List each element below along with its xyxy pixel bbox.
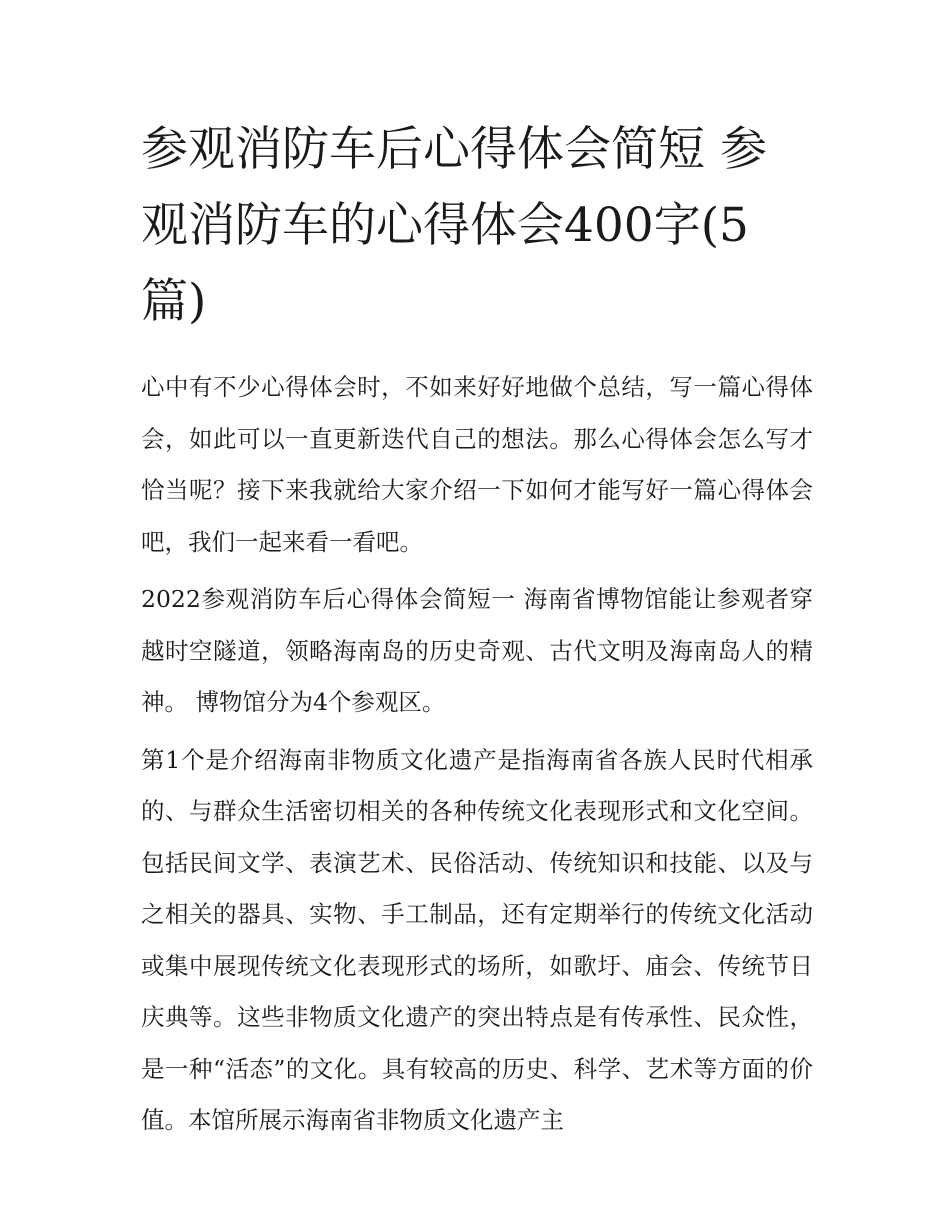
document-title: 参观消防车后心得体会简短 参观消防车的心得体会400字(5篇)	[141, 122, 767, 329]
heritage-paragraph: 第1个是介绍海南非物质文化遗产是指海南省各族人民时代相承的、与群众生活密切相关的各种传统文化表现形式和文化空间。包括民间文学、表演艺术、民俗活动、传统知识和技能、以及与之相关的器具、实物、手工制品，还有定期举行的传统文化活动或集中展现传统文化表现形式的场所，如歌圩、庙会、传统节日庆典等。这些非物质文化遗产的突出特点是有传承性、民众性，是一种“活态”的文化。具有较高的历史、科学、艺术等方面的价值。本馆所展示海南省非物质文化遗产主	[141, 745, 813, 1134]
document-paragraphs	[141, 362, 813, 1147]
museum-paragraph: 2022参观消防车后心得体会简短一 海南省博物馆能让参观者穿越时空隧道，领略海南岛的历史奇观、古代文明及海南岛人的精神。 博物馆分为4个参观区。	[141, 585, 813, 716]
document-body	[141, 112, 813, 1153]
intro-paragraph: 心中有不少心得体会时，不如来好好地做个总结，写一篇心得体会，如此可以一直更新迭代自己的想法。那么心得体会怎么写才恰当呢？接下来我就给大家介绍一下如何才能写好一篇心得体会吧，我们一起来看一看吧。	[141, 373, 813, 556]
